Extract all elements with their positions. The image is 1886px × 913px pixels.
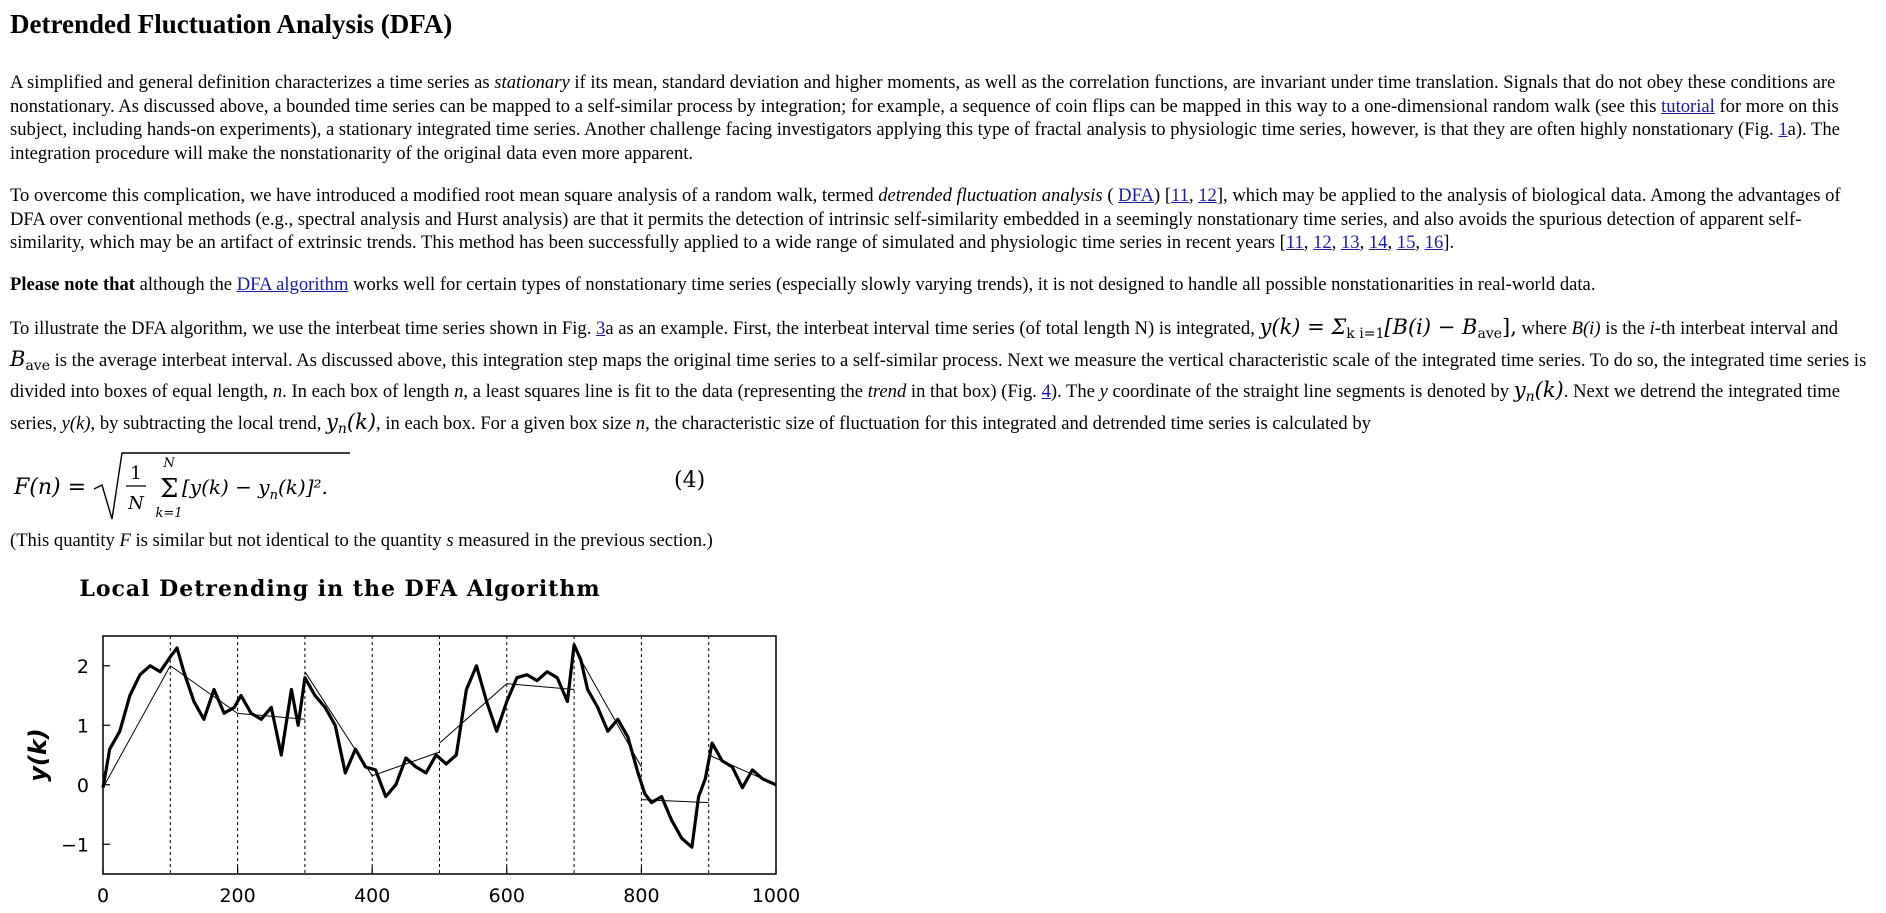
ref-link[interactable]: 14 [1368, 232, 1388, 253]
y-tick-label: 0 [76, 774, 89, 797]
x-tick-label: 0 [96, 885, 110, 906]
y-tick-label: 1 [76, 715, 89, 738]
x-tick-label: 800 [623, 885, 660, 906]
ref-link[interactable]: 16 [1424, 232, 1444, 253]
fig4-link[interactable]: 4 [1041, 381, 1051, 402]
ref-12-link[interactable]: 12 [1198, 185, 1217, 206]
fluctuation-equation [10, 449, 650, 527]
yn-k-symbol: $y_n(k)$ [326, 409, 377, 437]
equation-number: (4) [674, 468, 706, 493]
frac-numerator: 1 [130, 463, 142, 484]
b-ave-symbol: $B_{ave}$ [10, 346, 50, 374]
ref-link[interactable]: 15 [1396, 232, 1416, 253]
ref-link[interactable]: 13 [1340, 232, 1360, 253]
local-detrending-chart [0, 570, 820, 906]
dfa-figure [0, 570, 820, 906]
dfa-algorithm-link[interactable]: DFA algorithm [236, 273, 349, 295]
paragraph-dfa-intro: To overcome this complication, we have introduced a modified root mean square analysis of a random walk, termed detrended fluctuation analysis ( DFA) [11, 12], which may be applied to the analysis of biological data. Among the advantages of DFA over conventional methods (e.g., spectral analysis and Hurst analysis) are that it permits the detection of intrinsic self-similarity embedded in a seemingly nonstationary time series, and also avoids the spurious detection of apparent self-similarity, which may be an artifact of extrinsic trends. This method has been successfully applied to a wide range of simulated and physiologic time series in recent years [11, 12, 13, 14, 15, 16]. [10, 185, 1841, 253]
y-axis-label: y(k) [24, 728, 52, 782]
equation-4 [10, 449, 1876, 527]
tutorial-link[interactable]: tutorial [1661, 95, 1715, 117]
trend-segment [507, 684, 574, 690]
x-tick-label: 400 [354, 885, 391, 906]
fig1-link[interactable]: 1 [1778, 119, 1788, 140]
sum-upper: N [163, 456, 175, 471]
yn-k-symbol: $y_n(k)$ [1513, 378, 1564, 405]
integration-equation: $y(k) = \Sigma_{k i=1}[B(i) - B_{ave}]$, [1259, 315, 1517, 342]
y-tick-label: −1 [60, 834, 89, 857]
frac-denominator: N [128, 493, 144, 514]
dfa-link[interactable]: DFA [1118, 185, 1154, 206]
y-tick-label: 2 [76, 655, 89, 678]
ref-link[interactable]: 12 [1313, 232, 1332, 253]
x-tick-label: 200 [219, 885, 256, 906]
x-tick-label: 600 [488, 885, 525, 906]
trend-segment [709, 755, 776, 785]
ref-link[interactable]: 11 [1285, 232, 1304, 253]
paragraph-f-note: (This quantity F is similar but not identical to the quantity s measured in the previous section.) [10, 530, 713, 551]
chart-title: Local Detrending in the DFA Algorithm [79, 576, 601, 602]
trend-segment [170, 666, 237, 714]
sum-lower: k=1 [155, 506, 183, 521]
ref-11-link[interactable]: 11 [1171, 185, 1189, 206]
plot-frame [103, 636, 776, 874]
fig3-link[interactable]: 3 [596, 318, 606, 339]
eq-lhs: F(n) = [14, 475, 87, 500]
trend-segment [574, 648, 641, 767]
paragraph-stationarity: A simplified and general definition characterizes a time series as stationary if its mean, standard deviation and higher moments, as well as the correlation functions, are invariant under time translation. Signals that do not obey these conditions are nonstationary. As discussed above, a bounded time series can be mapped to a self-similar process by integration; for example, a sequence of coin flips can be mapped in this way to a one-dimensional random walk (see this tutorial for more on this subject, including hands-on experiments), a stationary integrated time series. Another challenge facing investigators applying this type of fractal analysis to physiologic time series, however, is that they are often highly nonstationary (Fig. 1a). The integration procedure will make the nonstationarity of the original data even more apparent. [10, 72, 1840, 164]
page-title: Detrended Fluctuation Analysis (DFA) [10, 9, 453, 39]
paragraph-algorithm: To illustrate the DFA algorithm, we use the interbeat time series shown in Fig. 3a as an example. First, the interbeat interval time series (of total length N) is integrated, $y(k) = \Sigma_{k i=1}[B(i) - B_{ave}]$, where B(i) is the i-th interbeat interval and $B_{ave}$ is the average interbeat interval. As discussed above, this integration step maps the original time series to a self-similar process. Next we measure the vertical characteristic scale of the integrated time series. To do so, the integrated time series is divided into boxes of equal length, n. In each box of length n, a least squares line is fit to the data (representing the trend in that box) (Fig. 4). The y coordinate of the straight line segments is denoted by $y_n(k)$. Next we detrend the integrated time series, y(k), by subtracting the local trend, $y_n(k)$, in each box. For a given box size n, the characteristic size of fluctuation for this integrated and detrended time series is calculated by [10, 315, 1867, 437]
plot-area [61, 636, 800, 906]
paragraph-note: Please note that although the DFA algorithm works well for certain types of nonstationary time series (especially slowly varying trends), it is not designed to handle all possible nonstationarities in real-world data. [10, 273, 1596, 295]
sum-sign: Σ [160, 474, 179, 504]
trend-segment [440, 684, 507, 744]
eq-body: $[y(k) - y_n(k)]^2$. [182, 475, 328, 503]
x-tick-label: 1000 [751, 885, 801, 906]
trend-segment [305, 672, 372, 776]
